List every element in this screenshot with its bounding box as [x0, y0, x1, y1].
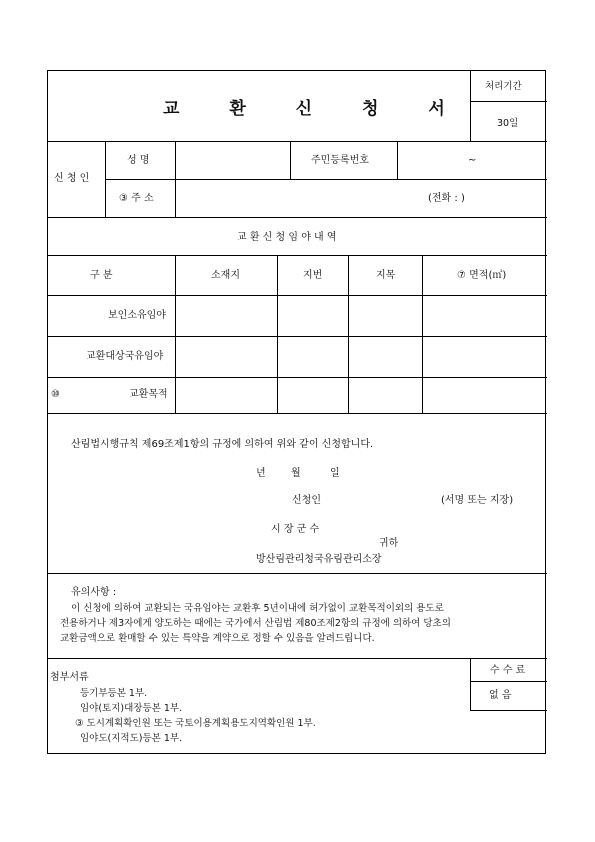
recipient-line-1: 시 장 군 수 [271, 524, 320, 535]
column-header-category: 구 분 [90, 270, 113, 281]
divider [470, 658, 471, 710]
statement-text: 산림법시행규칙 제69조제1항의 규정에 의하여 위와 같이 신청합니다. [71, 439, 374, 450]
resident-id-field[interactable]: ~ [468, 155, 477, 166]
applicant-signature-label: 신청인 [292, 495, 321, 506]
address-label: ③ 주 소 [119, 193, 154, 204]
attachments-title: 첨부서류 [50, 672, 89, 683]
attachment-item: 임야(토지)대장등본 1부. [80, 703, 183, 714]
exchange-purpose-cell[interactable] [176, 378, 546, 412]
date-month: 월 [291, 468, 301, 479]
attachment-item: 임야도(지적도)등본 1부. [80, 733, 183, 744]
divider [470, 101, 547, 102]
name-label: 성 명 [127, 155, 150, 166]
column-header-land-category: 지목 [376, 270, 396, 281]
address-field[interactable] [176, 180, 416, 216]
processing-period-label: 처리기간 [485, 81, 522, 92]
date-year: 년 [256, 468, 266, 479]
divider [397, 141, 398, 179]
target-category-cell[interactable] [349, 337, 421, 376]
own-lot-cell[interactable] [278, 296, 347, 335]
divider [48, 413, 547, 414]
detail-section-title: 교 환 신 청 임 야 내 역 [237, 232, 337, 243]
attachment-item: 등기부등본 1부. [80, 688, 148, 699]
phone-field[interactable]: (전화 : ) [428, 193, 465, 204]
date-day: 일 [330, 468, 340, 479]
application-form [47, 70, 546, 754]
divider [470, 681, 547, 682]
notice-title: 유의사항 : [71, 587, 117, 598]
divider [470, 71, 471, 141]
name-field[interactable] [176, 142, 289, 178]
target-location-cell[interactable] [176, 337, 276, 376]
fee-label: 수 수 료 [490, 665, 526, 676]
signature-note: (서명 또는 지장) [441, 495, 514, 506]
target-lot-cell[interactable] [278, 337, 347, 376]
row-label-own-forest: 보인소유임야 [108, 310, 166, 321]
row-prefix-purpose: ⑩ [51, 389, 60, 400]
processing-period-value: 30일 [497, 118, 519, 129]
fee-value: 없 음 [489, 690, 512, 701]
applicant-group-label: 신 청 인 [54, 173, 90, 184]
own-category-cell[interactable] [349, 296, 421, 335]
divider [48, 217, 547, 218]
notice-line-2: 전용하거나 제3자에게 양도하는 때에는 국가에서 산림법 제80조제2항의 규정에 의하여 당초의 [60, 618, 451, 629]
notice-line-1: 이 신청에 의하여 교환되는 국유임야는 교환후 5년이내에 허가없이 교환목적이외의 용도로 [71, 603, 444, 614]
target-area-cell[interactable] [423, 337, 546, 376]
own-area-cell[interactable] [423, 296, 546, 335]
recipient-line-3: 방산림관리청국유림관리소장 [256, 554, 382, 565]
divider [48, 141, 547, 142]
divider [48, 658, 547, 659]
row-label-target-national-forest: 교환대상국유임야 [86, 351, 164, 362]
form-title: 교 환 신 청 서 [163, 99, 467, 119]
column-header-lot-number: 지번 [303, 270, 323, 281]
notice-line-3: 교환금액으로 환매할 수 있는 특약을 계약으로 정할 수 있음을 알려드립니다. [60, 633, 375, 644]
divider [48, 573, 547, 574]
divider [290, 141, 291, 179]
own-location-cell[interactable] [176, 296, 276, 335]
column-header-area: ⑦ 면적(㎡) [457, 270, 507, 281]
resident-id-label: 주민등록번호 [311, 155, 369, 166]
divider [470, 710, 547, 711]
row-label-exchange-purpose: 교환목적 [129, 389, 168, 400]
attachment-item: ③ 도시계획확인원 또는 국토이용계획용도지역확인원 1부. [75, 718, 316, 729]
column-header-location: 소재지 [211, 270, 240, 281]
recipient-honorific: 귀하 [379, 538, 399, 549]
divider [48, 255, 547, 256]
